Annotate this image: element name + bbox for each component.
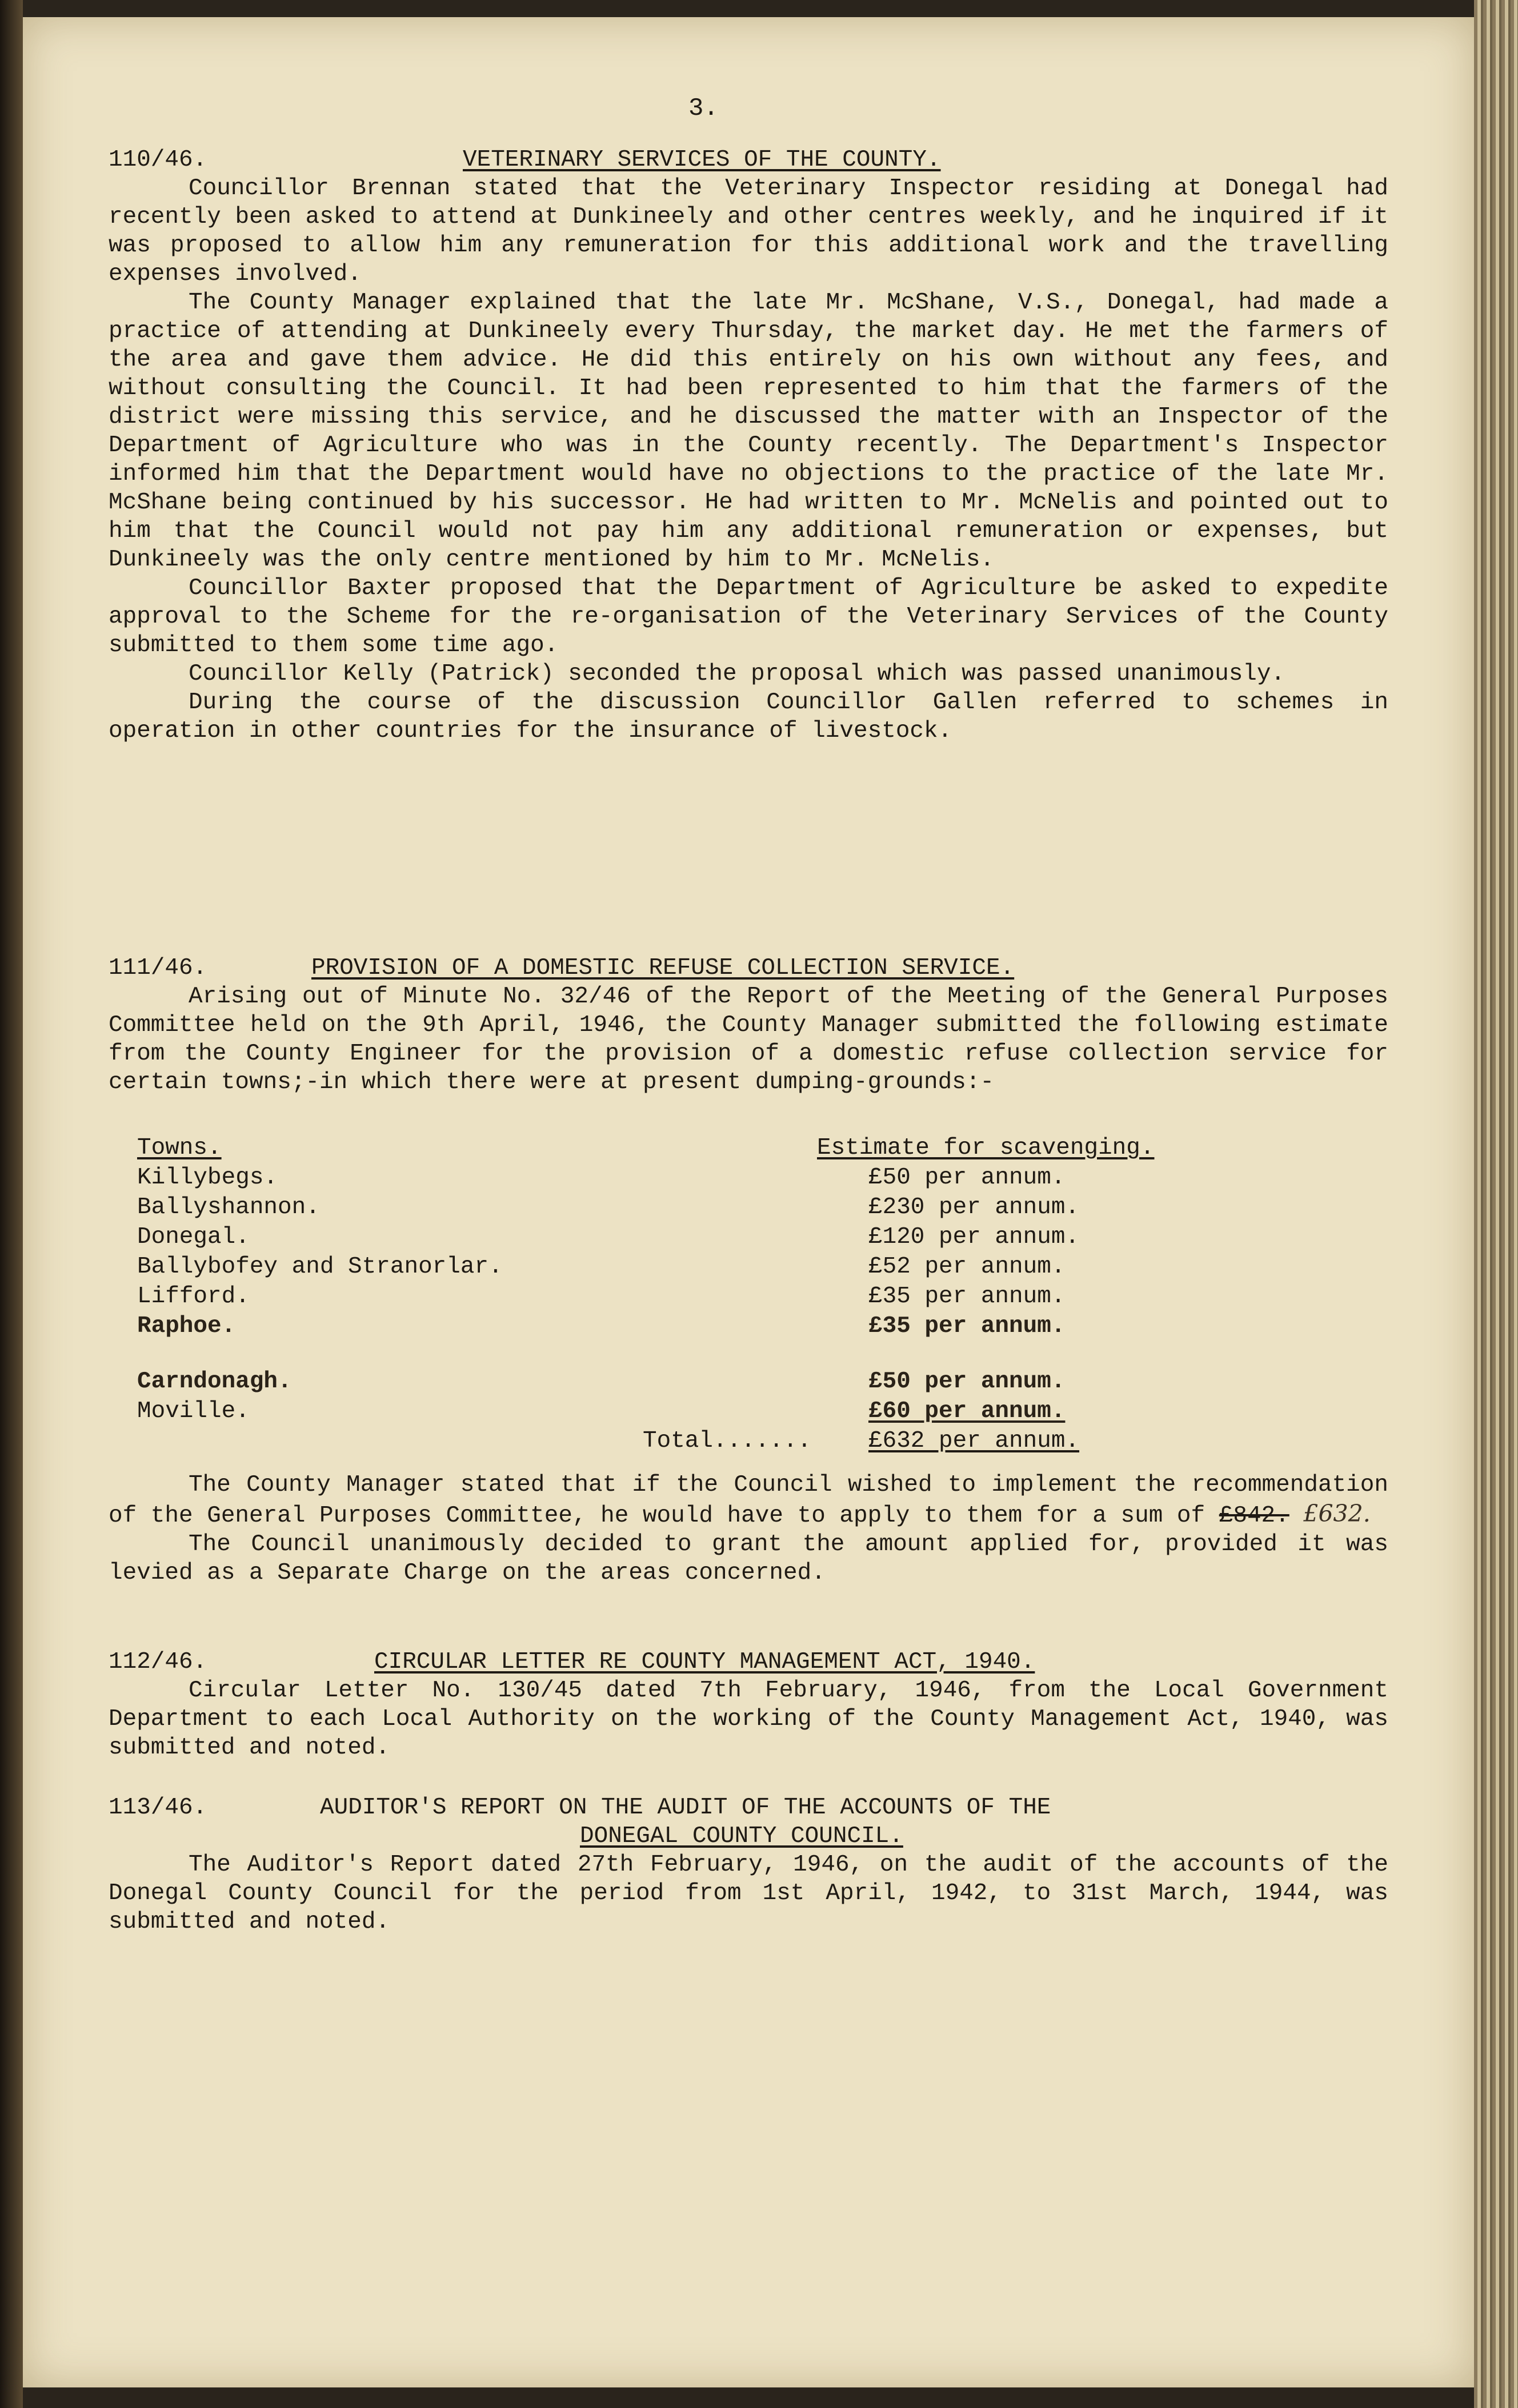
- minute-heading: [109, 954, 1388, 982]
- town-estimate: £50 per annum.: [868, 1368, 1066, 1395]
- paragraph: The County Manager explained that the late Mr. McShane, V.S., Donegal, had made a practice of attending at Dunkineely every Thursday, the market day. He met the farmers of the area and gave them advice. He did this entirely on his own without any fees, and without consulting the Council. It had been represented to him that the farmers of the district were missing this service, and he discussed the matter with an Inspector of the Department of Agriculture who was in the County recently. The Department's Inspector informed him that the Department would have no objections to the practice of the late Mr. McShane being continued by his successor. He had written to Mr. McNelis and pointed out to him that the Council would not pay him any additional remuneration or expenses, but Dunkineely was the only centre mentioned by him to Mr. McNelis.: [109, 290, 1388, 573]
- paragraph: The Council unanimously decided to grant the amount applied for, provided it was levied as a Separate Charge on the areas concerned.: [109, 1531, 1388, 1586]
- minute-number: 113/46.: [109, 1795, 207, 1821]
- paragraph: Councillor Brennan stated that the Veterinary Inspector residing at Donegal had recently been asked to attend at Dunkineely and other centres weekly, and he inquired if it was proposed to allow him any remuneration for this additional work and the travelling expenses involved.: [109, 175, 1388, 287]
- town-estimate: £35 per annum.: [868, 1283, 1066, 1310]
- minute-heading: [109, 1648, 1388, 1676]
- minute-heading: [109, 1793, 1388, 1822]
- paragraph: Circular Letter No. 130/45 dated 7th February, 1946, from the Local Government Department to each Local Authority on the working of the County Management Act, 1940, was submitted and noted.: [109, 1677, 1388, 1761]
- town-name: Lifford.: [137, 1283, 250, 1310]
- table-row: [109, 1193, 1388, 1223]
- paragraph: During the course of the discussion Councillor Gallen referred to schemes in operation in other countries for the insurance of livestock.: [109, 689, 1388, 744]
- town-estimate: £60 per annum.: [868, 1398, 1066, 1424]
- paragraph-text: The County Manager stated that if the Council wished to implement the recommendation of the General Purposes Committee, he would have to apply to them for a sum of: [109, 1472, 1388, 1529]
- minute-title: CIRCULAR LETTER RE COUNTY MANAGEMENT ACT, 1940.: [374, 1649, 1035, 1675]
- minute-number: 111/46.: [109, 955, 207, 981]
- town-estimate: £52 per annum.: [868, 1254, 1066, 1280]
- table-row: [109, 1367, 1388, 1397]
- document-page: [23, 17, 1474, 2387]
- minute-111-continued: [109, 1471, 1388, 1587]
- minute-110: [109, 146, 1388, 745]
- minute-number: 110/46.: [109, 147, 207, 173]
- town-estimate: £50 per annum.: [868, 1165, 1066, 1191]
- minute-112: [109, 1648, 1388, 1762]
- town-name: Raphoe.: [137, 1313, 236, 1339]
- paragraph: The Auditor's Report dated 27th February, 1946, on the audit of the accounts of the Donegal County Council for the period from 1st April, 1942, to 31st March, 1944, was submitted and noted.: [109, 1852, 1388, 1935]
- town-name: Carndonagh.: [137, 1368, 292, 1395]
- page-number: 3.: [688, 94, 719, 123]
- town-estimate: £230 per annum.: [868, 1194, 1080, 1221]
- book-page-edges: [1474, 0, 1518, 2408]
- town-estimate: £120 per annum.: [868, 1224, 1080, 1250]
- table-row: [109, 1163, 1388, 1193]
- table-row: [109, 1253, 1388, 1282]
- town-name: Killybegs.: [137, 1165, 278, 1191]
- scavenging-estimate-table: [109, 1134, 1388, 1456]
- table-row-blank: [109, 1342, 1388, 1367]
- struck-amount: £842.: [1219, 1503, 1289, 1529]
- minute-title: VETERINARY SERVICES OF THE COUNTY.: [463, 147, 941, 173]
- minute-title-line-1: AUDITOR'S REPORT ON THE AUDIT OF THE ACCOUNTS OF THE: [320, 1795, 1051, 1821]
- town-name: Ballyshannon.: [137, 1194, 320, 1221]
- minute-title-line-2: DONEGAL COUNTY COUNCIL.: [580, 1823, 903, 1849]
- minute-heading-line-2: [109, 1822, 1388, 1851]
- minute-number: 112/46.: [109, 1649, 207, 1675]
- minute-heading: [109, 146, 1388, 174]
- minute-title: PROVISION OF A DOMESTIC REFUSE COLLECTION SERVICE.: [311, 955, 1015, 981]
- table-row: [109, 1397, 1388, 1427]
- town-estimate: £35 per annum.: [868, 1313, 1066, 1339]
- table-row: [109, 1223, 1388, 1253]
- town-name: Donegal.: [137, 1224, 250, 1250]
- table-row: [109, 1312, 1388, 1342]
- table-row: [109, 1282, 1388, 1312]
- total-label: Total.......: [643, 1428, 812, 1454]
- total-value: £632 per annum.: [868, 1428, 1080, 1454]
- column-header-towns: Towns.: [137, 1135, 222, 1161]
- town-name: Ballybofey and Stranorlar.: [137, 1254, 503, 1280]
- minute-113: [109, 1793, 1388, 1936]
- minute-111: [109, 954, 1388, 1097]
- column-header-estimate: Estimate for scavenging.: [817, 1135, 1155, 1161]
- paragraph: Arising out of Minute No. 32/46 of the Report of the Meeting of the General Purposes Committee held on the 9th April, 1946, the County Manager submitted the following estimate from the County Engineer for the provision of a domestic refuse collection service for certain towns;-in which there were at present dumping-grounds:-: [109, 984, 1388, 1095]
- handwritten-amount: £632.: [1303, 1500, 1371, 1527]
- table-header-row: [109, 1134, 1388, 1163]
- book-binding-left: [0, 0, 23, 2408]
- table-total-row: [109, 1427, 1388, 1456]
- paragraph: Councillor Kelly (Patrick) seconded the proposal which was passed unanimously.: [189, 661, 1285, 687]
- paragraph: [109, 1471, 1388, 1530]
- paragraph: Councillor Baxter proposed that the Department of Agriculture be asked to expedite approval to the Scheme for the re-organisation of the Veterinary Services of the County submitted to them some time ago.: [109, 575, 1388, 659]
- town-name: Moville.: [137, 1398, 250, 1424]
